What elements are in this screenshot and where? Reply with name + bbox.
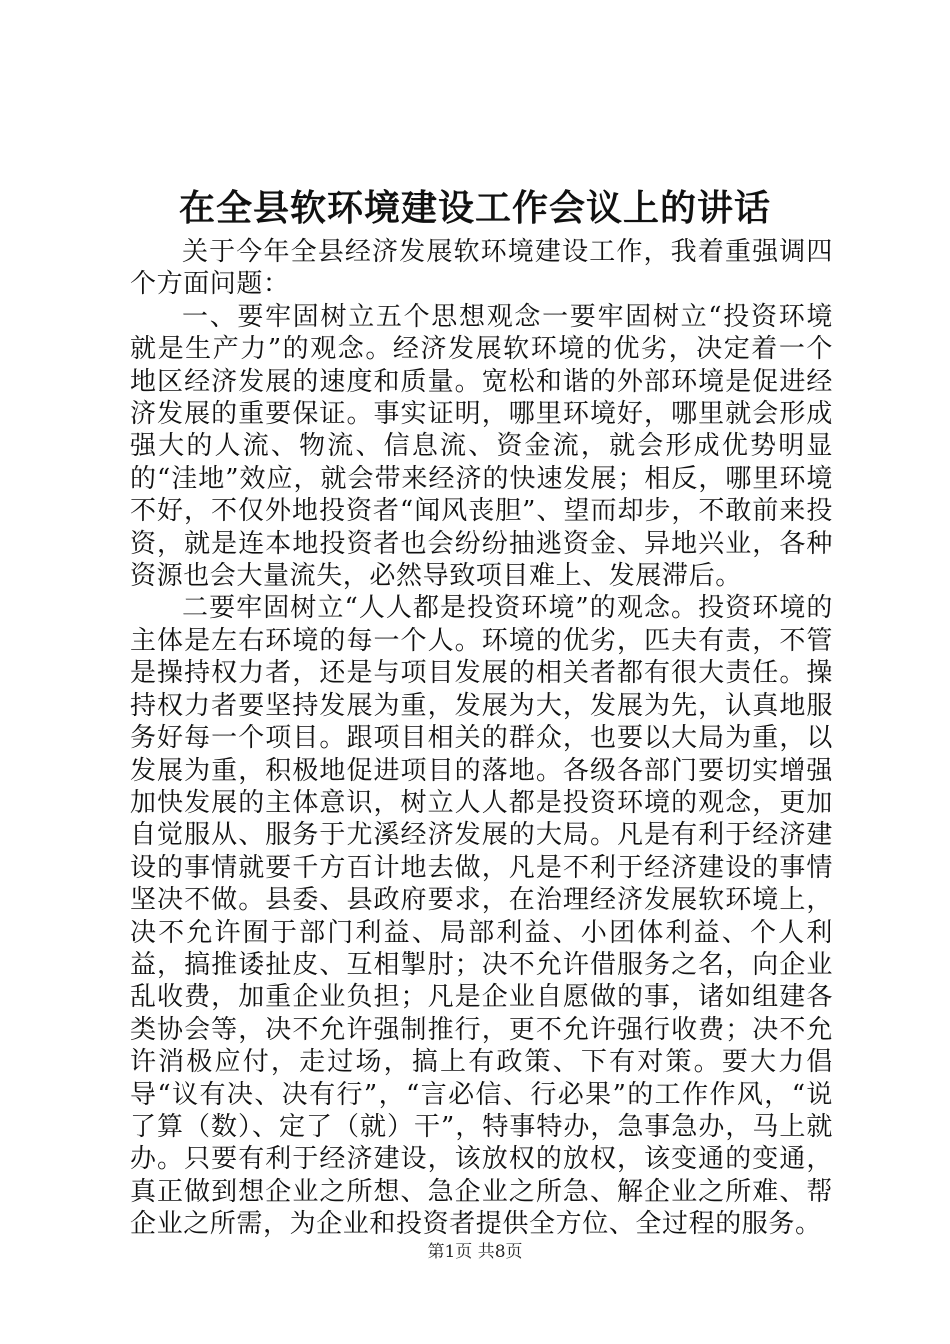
paragraph-intro: 关于今年全县经济发展软环境建设工作，我着重强调四个方面问题：	[130, 237, 833, 300]
page-number-footer: 第1页 共8页	[427, 1242, 523, 1262]
paragraph-point-one: 一、要牢固树立五个思想观念一要牢固树立“投资环境就是生产力”的观念。经济发展软环境的优劣，决定着一个地区经济发展的速度和质量。宽松和谐的外部环境是促进经济发展的重要保证。事实证明，哪里环境好，哪里就会形成强大的人流、物流、信息流、资金流，就会形成优势明显的“洼地”效应，就会带来经济的快速发展；相反，哪里环境不好，不仅外地投资者“闻风丧胆”、望而却步，不敢前来投资，就是连本地投资者也会纷纷抽逃资金、异地兴业，各种资源也会大量流失，必然导致项目难上、发展滞后。	[130, 301, 833, 592]
document-title: 在全县软环境建设工作会议上的讲话	[178, 187, 771, 229]
paragraph-point-two: 二要牢固树立“人人都是投资环境”的观念。投资环境的主体是左右环境的每一个人。环境的优劣，匹夫有责，不管是操持权力者，还是与项目发展的相关者都有很大责任。操持权力者要坚持发展为重，发展为大，发展为先，认真地服务好每一个项目。跟项目相关的群众，也要以大局为重，以发展为重，积极地促进项目的落地。各级各部门要切实增强加快发展的主体意识，树立人人都是投资环境的观念，更加自觉服从、服务于尤溪经济发展的大局。凡是有利于经济建设的事情就要千方百计地去做，凡是不利于经济建设的事情坚决不做。县委、县政府要求，在治理经济发展软环境上，决不允许囿于部门利益、局部利益、小团体利益、个人利益，搞推诿扯皮、互相掣肘；决不允许借服务之名，向企业乱收费，加重企业负担；凡是企业自愿做的事，诸如组建各类协会等，决不允许强制推行，更不允许强行收费；决不允许消极应付，走过场，搞上有政策、下有对策。要大力倡导“议有决、决有行”，“言必信、行必果”的工作作风，“说了算（数）、定了（就）干”，特事特办，急事急办，马上就办。只要有利于经济建设，该放权的放权，该变通的变通，真正做到想企业之所想、急企业之所急、解企业之所难、帮企业之所需，为企业和投资者提供全方位、全过程的服务。	[130, 593, 833, 1240]
document-body	[130, 236, 833, 1241]
